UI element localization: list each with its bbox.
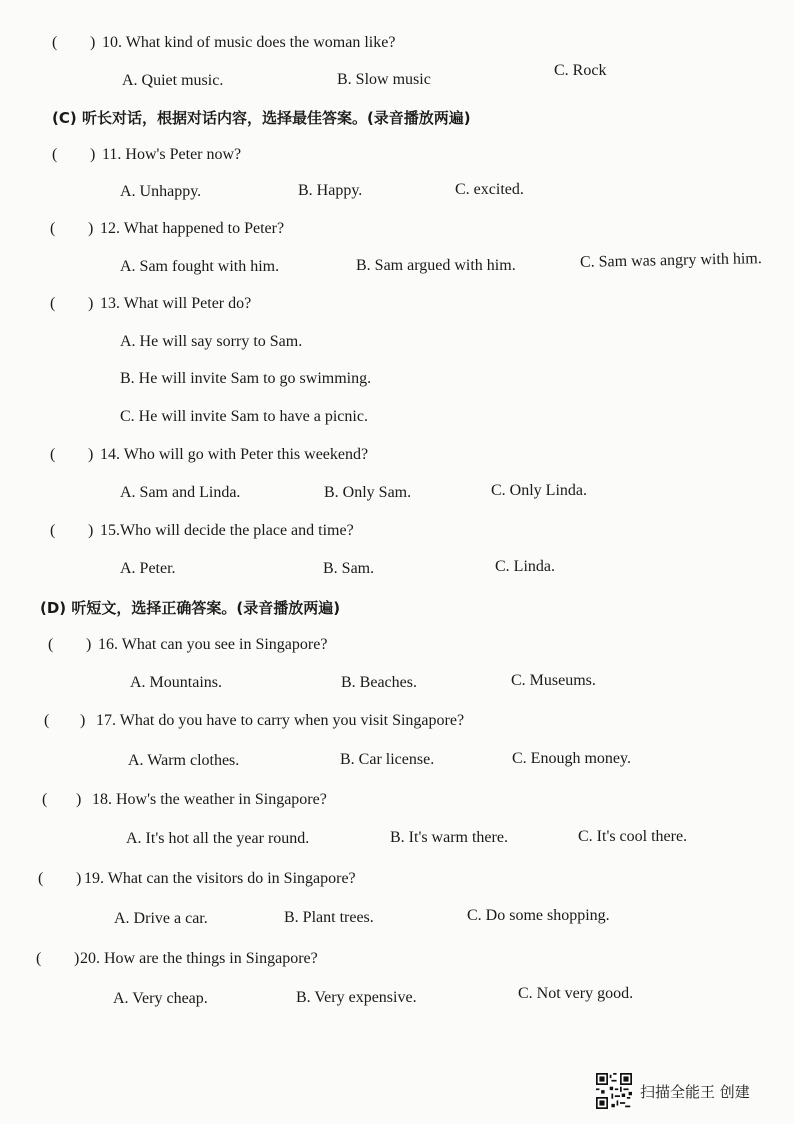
option-a[interactable]: A. Quiet music. — [122, 72, 224, 89]
option-c[interactable]: C. Rock — [554, 62, 607, 79]
option-b[interactable]: B. Beaches. — [341, 674, 417, 691]
section-heading-c: (C) 听长对话，根据对话内容，选择最佳答案。(录音播放两遍) — [52, 109, 471, 127]
qr-code-icon — [596, 1073, 632, 1109]
question-18 — [42, 791, 327, 809]
option-b[interactable]: B. Slow music — [337, 71, 431, 88]
option-b[interactable]: B. Sam argued with him. — [356, 257, 516, 274]
option-c[interactable]: C. Only Linda. — [491, 482, 587, 499]
question-stem: 13. What will Peter do? — [100, 295, 252, 312]
option-a[interactable]: A. Sam fought with him. — [120, 258, 280, 275]
option-a[interactable]: A. Mountains. — [130, 674, 222, 691]
answer-blank[interactable]: ( ) — [52, 146, 96, 163]
option-a[interactable]: A. Sam and Linda. — [120, 484, 241, 501]
answer-blank[interactable]: ( ) — [50, 295, 94, 312]
question-stem: 19. What can the visitors do in Singapore? — [84, 870, 356, 887]
option-c[interactable]: C. It's cool there. — [578, 828, 688, 845]
option-b[interactable]: B. It's warm there. — [390, 829, 508, 846]
option-c[interactable]: C. Sam was angry with him. — [579, 250, 762, 271]
option-a[interactable]: A. Unhappy. — [120, 183, 202, 200]
answer-blank[interactable]: ( ) — [50, 446, 94, 463]
answer-blank[interactable]: ( ) — [50, 220, 94, 237]
option-c[interactable]: C. Not very good. — [518, 985, 634, 1002]
question-10 — [52, 34, 395, 52]
option-a[interactable]: A. It's hot all the year round. — [126, 830, 310, 847]
option-c[interactable]: C. Linda. — [495, 558, 555, 575]
answer-blank[interactable]: ( ) — [36, 950, 80, 967]
question-stem: 11. How's Peter now? — [102, 146, 242, 163]
answer-blank[interactable]: ( ) — [38, 870, 82, 887]
question-12 — [50, 220, 284, 238]
question-15 — [50, 522, 354, 540]
option-c[interactable]: C. He will invite Sam to have a picnic. — [120, 408, 368, 425]
option-b[interactable]: B. He will invite Sam to go swimming. — [120, 370, 372, 387]
answer-blank[interactable]: ( ) — [50, 522, 94, 539]
option-b[interactable]: B. Sam. — [323, 560, 375, 577]
question-14 — [50, 446, 368, 464]
question-stem: 18. How's the weather in Singapore? — [92, 791, 327, 808]
question-20 — [36, 950, 318, 968]
option-c[interactable]: C. Museums. — [511, 672, 596, 689]
question-stem: 16. What can you see in Singapore? — [98, 636, 328, 653]
option-c[interactable]: C. Enough money. — [512, 750, 631, 767]
answer-blank[interactable]: ( ) — [44, 712, 86, 729]
option-c[interactable]: C. Do some shopping. — [467, 907, 610, 924]
question-stem: 20. How are the things in Singapore? — [80, 950, 318, 967]
answer-blank[interactable]: ( ) — [42, 791, 82, 808]
scanner-watermark — [596, 1073, 750, 1109]
option-a[interactable]: A. He will say sorry to Sam. — [120, 333, 303, 350]
question-stem: 12. What happened to Peter? — [100, 220, 285, 237]
question-17 — [44, 712, 464, 730]
question-stem: 10. What kind of music does the woman like? — [102, 34, 396, 51]
option-a[interactable]: A. Peter. — [120, 560, 176, 577]
option-a[interactable]: A. Very cheap. — [113, 990, 208, 1007]
question-stem: 17. What do you have to carry when you visit Singapore? — [96, 712, 465, 729]
question-13 — [50, 295, 251, 313]
option-a[interactable]: A. Drive a car. — [114, 910, 208, 927]
option-b[interactable]: B. Happy. — [298, 182, 363, 199]
question-11 — [52, 146, 241, 164]
question-16 — [48, 636, 327, 654]
option-b[interactable]: B. Very expensive. — [296, 989, 417, 1006]
option-b[interactable]: B. Only Sam. — [324, 484, 412, 501]
option-b[interactable]: B. Plant trees. — [284, 909, 374, 926]
question-19 — [38, 870, 356, 888]
option-a[interactable]: A. Warm clothes. — [128, 752, 240, 769]
answer-blank[interactable]: ( ) — [48, 636, 92, 653]
section-heading-d: (D) 听短文，选择正确答案。(录音播放两遍) — [40, 599, 341, 617]
option-c[interactable]: C. excited. — [455, 181, 524, 198]
watermark-text: 扫描全能王 创建 — [640, 1082, 750, 1101]
option-b[interactable]: B. Car license. — [340, 751, 435, 768]
question-stem: 14. Who will go with Peter this weekend? — [100, 446, 369, 463]
answer-blank[interactable]: ( ) — [52, 34, 96, 51]
question-stem: 15.Who will decide the place and time? — [100, 522, 354, 539]
